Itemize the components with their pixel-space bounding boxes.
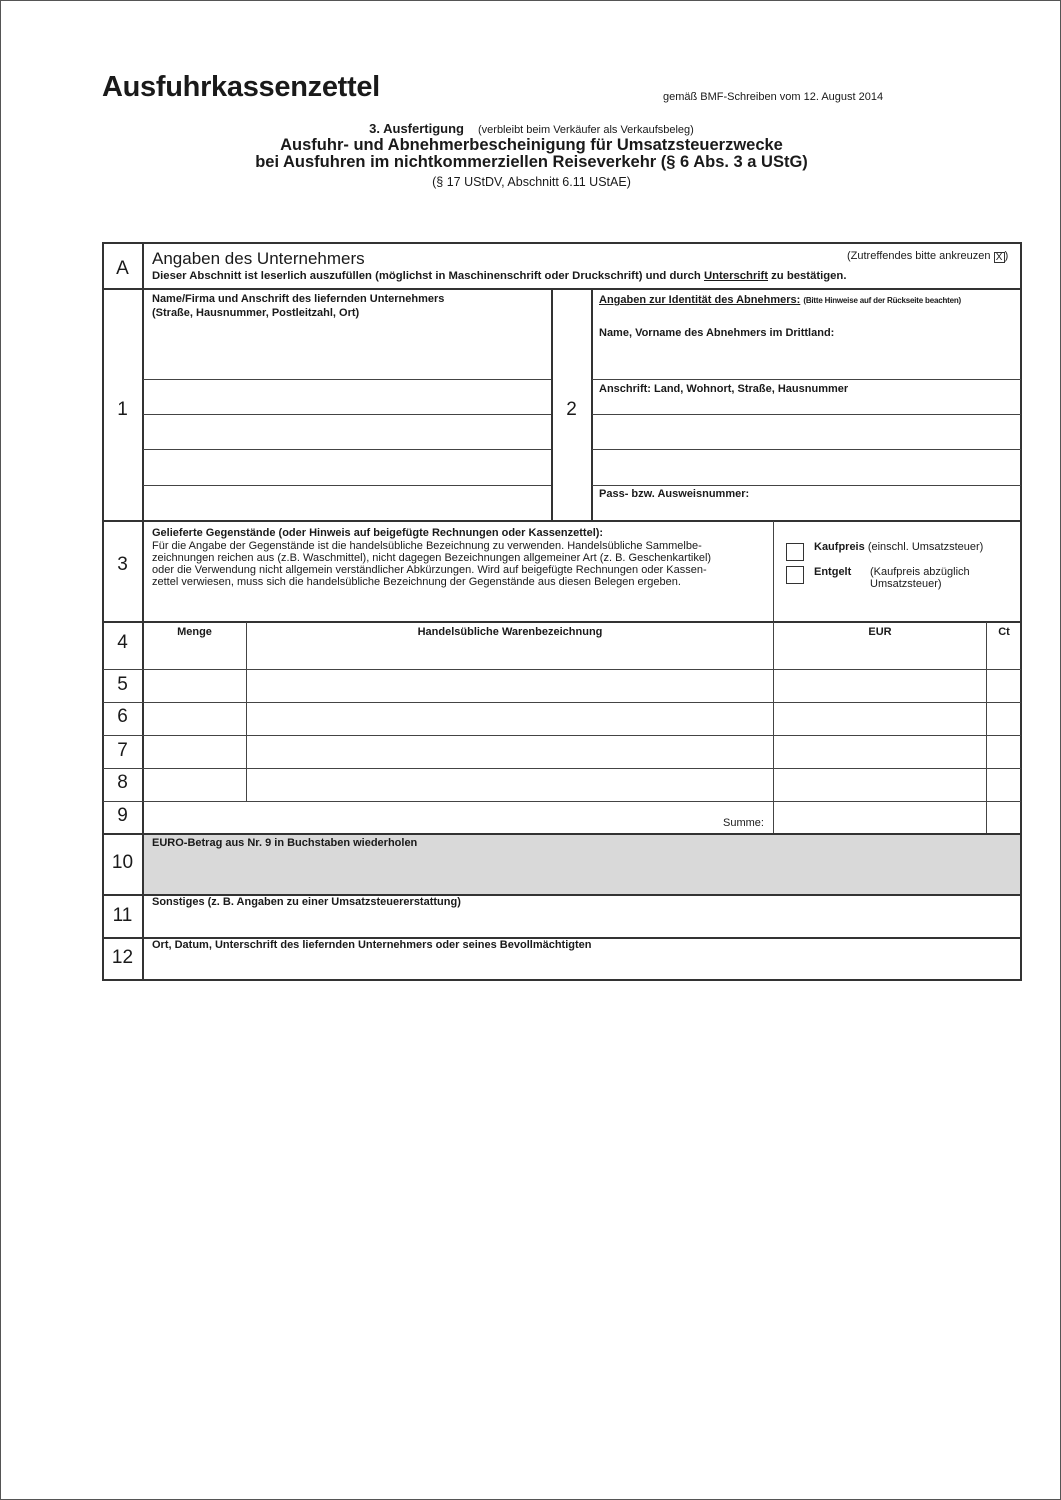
check-hint [847,250,1008,263]
instruction-underlined: Unterschrift [703,270,769,282]
identity-note: (Bitte Hinweise auf der Rückseite beachten) [803,296,962,305]
instruction-pre: Dieser Abschnitt ist leserlich auszufüllen (möglichst in Maschinenschrift oder Druckschrift) und durch [152,270,704,282]
row-number-8: 8 [117,772,128,793]
separator-2 [103,520,1021,522]
col-divider-menge [246,622,247,801]
form-title: Ausfuhrkassenzettel [102,71,380,103]
separator-7 [103,768,1021,769]
col-header-eur: EUR [868,626,892,638]
row-number-6: 6 [117,706,128,727]
row-number-4: 4 [117,632,128,653]
passport-label: Pass- bzw. Ausweisnummer: [599,488,750,500]
subtitle-line-2: bei Ausfuhren im nichtkommerziellen Reiseverkehr (§ 6 Abs. 3 a UStG) [255,153,808,171]
entgelt-label: Entgelt [814,566,852,578]
row-number-11: 11 [112,905,133,926]
kaufpreis-label: Kaufpreis [814,541,865,553]
seller-label-line-1: Name/Firma und Anschrift des liefernden Unternehmers [152,293,445,305]
bmf-reference: gemäß BMF-Schreiben vom 12. August 2014 [663,91,884,103]
buyer-name-label: Name, Vorname des Abnehmers im Drittland: [599,327,835,339]
copy-label: 3. Ausfertigung [369,121,464,136]
address-line-3[interactable] [143,449,551,450]
section-a-letter: A [116,258,129,279]
row-number-10: 10 [111,852,134,873]
address-line-4[interactable] [143,485,551,486]
section-a-heading: Angaben des Unternehmers [152,249,365,268]
entgelt-note-line-1: (Kaufpreis abzüglich [870,566,970,578]
separator-3 [103,621,1021,623]
legal-reference: (§ 17 UStDV, Abschnitt 6.11 UStAE) [432,175,631,189]
buyer-line-4[interactable] [592,485,1021,486]
row-number-9: 9 [117,805,128,826]
goods-text-line-1: Für die Angabe der Gegenstände ist die handelsübliche Bezeichnung zu verwenden. Handelsübliche Sammelbe- [152,540,702,552]
separator-5 [103,702,1021,703]
seller-label-line-2: (Straße, Hausnummer, Postleitzahl, Ort) [152,307,360,319]
amount-words-label: EURO-Betrag aus Nr. 9 in Buchstaben wiederholen [152,837,418,849]
row-number-5: 5 [117,674,128,695]
row-number-2: 2 [566,399,577,420]
buyer-line-3[interactable] [592,449,1021,450]
goods-heading: Gelieferte Gegenstände (oder Hinweis auf beigefügte Rechnungen oder Kassenzettel): [152,527,604,539]
entgelt-checkbox[interactable] [786,566,804,584]
col-divider-eur [773,622,774,833]
address-line-1[interactable] [143,379,551,380]
address-line-2[interactable] [143,414,551,415]
entgelt-note [870,566,970,590]
check-hint-end: ) [1004,250,1009,262]
other-info-label: Sonstiges (z. B. Angaben zu einer Umsatzsteuererstattung) [152,896,461,908]
sum-label: Summe: [723,817,764,829]
goods-text-line-4: zettel verwiesen, muss sich die handelsübliche Bezeichnung der Gegenstände aus diesen Belegen ergeben. [152,576,681,588]
row-number-12: 12 [111,947,134,968]
instruction-post: zu bestätigen. [768,270,847,282]
row-number-3: 3 [117,554,128,575]
kaufpreis-option [814,541,983,553]
row-number-1: 1 [117,399,128,420]
seller-label [152,292,444,320]
buyer-identity-heading [599,293,961,308]
goods-text-line-3: oder die Verwendung nicht allgemein verständlicher Abkürzungen. Wird auf beigefügte Rechnungen oder Kassen- [152,564,707,576]
separator-4 [103,669,1021,670]
section-a-instruction [152,270,846,282]
form-subtitle [1,137,1061,171]
col-header-ct: Ct [998,626,1010,638]
row-number-7: 7 [117,740,128,761]
separator-6 [103,735,1021,736]
subtitle-line-1: Ausfuhr- und Abnehmerbescheinigung für Umsatzsteuerzwecke [280,136,783,154]
separator-a [103,288,1021,290]
separator-9 [103,833,1021,835]
entgelt-note-line-2: Umsatzsteuer) [870,578,942,590]
col-header-warenbezeichnung: Handelsübliche Warenbezeichnung [417,626,603,638]
buyer-line-1[interactable] [592,379,1021,380]
col-header-menge: Menge [177,626,212,638]
copy-note: (verbleibt beim Verkäufer als Verkaufsbeleg) [478,124,694,136]
copy-line [1,121,1061,136]
goods-text-line-2: zeichnungen reichen aus (z.B. Waschmittel), nicht dagegen Bezeichnungen allgemeiner Art (z. B. Geschenkartikel) [152,552,712,564]
buyer-address-label: Anschrift: Land, Wohnort, Straße, Hausnummer [599,383,849,395]
kaufpreis-note: (einschl. Umsatzsteuer) [867,541,984,553]
check-hint-box: X [994,252,1005,263]
goods-instructions [152,540,711,588]
identity-heading: Angaben zur Identität des Abnehmers: [599,294,801,306]
divider-3-options [773,521,774,621]
check-hint-text: (Zutreffendes bitte ankreuzen [847,250,991,262]
kaufpreis-checkbox[interactable] [786,543,804,561]
buyer-line-2[interactable] [592,414,1021,415]
signature-label: Ort, Datum, Unterschrift des liefernden Unternehmers oder seines Bevollmächtigten [152,939,592,951]
separator-8 [103,801,1021,802]
col-divider-ct [986,622,987,833]
